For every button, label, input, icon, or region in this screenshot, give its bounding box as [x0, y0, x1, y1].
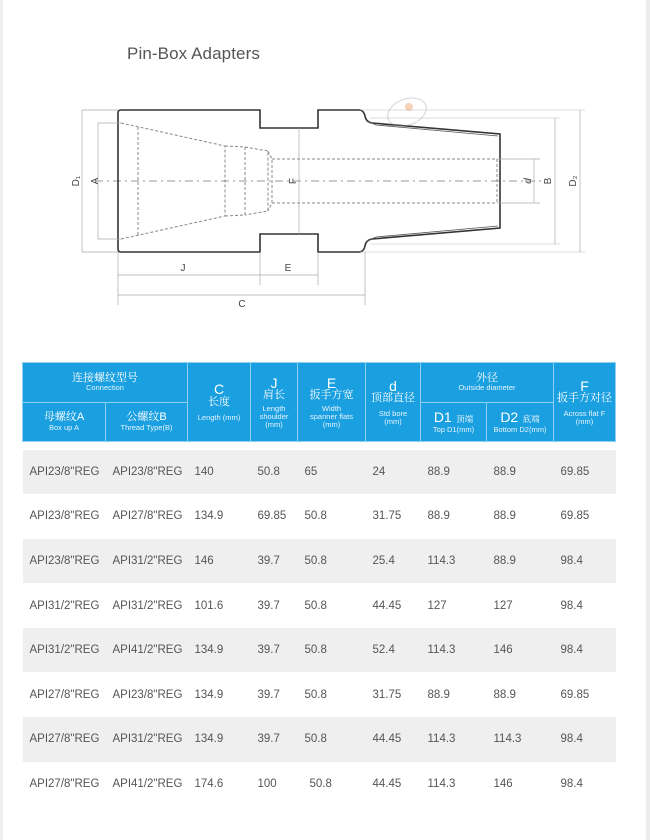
label-d: d: [523, 178, 534, 184]
cell-box-a: API27/8"REG: [23, 762, 106, 807]
cell-box-a: API23/8"REG: [23, 450, 106, 495]
table-row: [23, 762, 616, 807]
cell-c: 101.6: [188, 583, 251, 628]
label-E: E: [284, 263, 292, 274]
table-row: [23, 583, 616, 628]
table-row: [23, 539, 616, 584]
header-thread-b: 公螺纹B Thread Type(B): [106, 403, 188, 442]
cell-d1: 127: [421, 583, 487, 628]
cell-j: 50.8: [251, 450, 298, 495]
cell-thread-b: API31/2"REG: [106, 539, 188, 584]
table-row: [23, 494, 616, 539]
cell-f: 98.4: [554, 717, 616, 762]
cell-e: 50.8: [298, 583, 366, 628]
header-c: C 长度 Length (mm): [188, 363, 251, 442]
cell-d2: 88.9: [487, 450, 554, 495]
cell-d1: 114.3: [421, 628, 487, 673]
cell-d1: 88.9: [421, 672, 487, 717]
cell-e: 50.8: [298, 539, 366, 584]
cell-d2: 88.9: [487, 494, 554, 539]
cell-j: 39.7: [251, 628, 298, 673]
cell-thread-b: API31/2"REG: [106, 583, 188, 628]
label-D2: D₂: [568, 175, 579, 187]
table-row: [23, 717, 616, 762]
cell-d2: 88.9: [487, 539, 554, 584]
label-C: C: [238, 299, 246, 310]
cell-d: 44.45: [366, 717, 421, 762]
cell-d1: 88.9: [421, 450, 487, 495]
cell-thread-b: API27/8"REG: [106, 494, 188, 539]
cell-e: 50.8: [298, 762, 366, 807]
cell-box-a: API27/8"REG: [23, 717, 106, 762]
cell-j: 39.7: [251, 717, 298, 762]
cell-e: 50.8: [298, 494, 366, 539]
header-d2: D2 底端 Bottom D2(mm): [487, 403, 554, 442]
cell-c: 146: [188, 539, 251, 584]
cell-d2: 114.3: [487, 717, 554, 762]
cell-box-a: API23/8"REG: [23, 494, 106, 539]
cell-box-a: API23/8"REG: [23, 539, 106, 584]
cell-d1: 114.3: [421, 717, 487, 762]
cell-d2: 146: [487, 762, 554, 807]
cell-d: 31.75: [366, 672, 421, 717]
label-A: A: [90, 177, 101, 185]
cell-c: 134.9: [188, 717, 251, 762]
cell-d: 44.45: [366, 762, 421, 807]
cell-e: 50.8: [298, 672, 366, 717]
spec-table: [22, 362, 616, 806]
label-F: F: [288, 177, 299, 185]
cell-thread-b: API23/8"REG: [106, 450, 188, 495]
cell-d: 25.4: [366, 539, 421, 584]
pin-box-adapter-diagram: [0, 80, 650, 320]
cell-thread-b: API31/2"REG: [106, 717, 188, 762]
cell-j: 69.85: [251, 494, 298, 539]
cell-d1: 88.9: [421, 494, 487, 539]
table-row: [23, 628, 616, 673]
cell-f: 98.4: [554, 628, 616, 673]
cell-j: 39.7: [251, 583, 298, 628]
cell-c: 174.6: [188, 762, 251, 807]
cell-d: 24: [366, 450, 421, 495]
cell-j: 100: [251, 762, 298, 807]
cell-d: 52.4: [366, 628, 421, 673]
cell-box-a: API27/8"REG: [23, 672, 106, 717]
cell-c: 134.9: [188, 628, 251, 673]
cell-f: 69.85: [554, 450, 616, 495]
header-d: d 顶部直径 Std bore (mm): [366, 363, 421, 442]
header-outside-diameter: 外径 Outside diameter: [421, 363, 554, 403]
cell-j: 39.7: [251, 672, 298, 717]
table-row: [23, 450, 616, 495]
header-connection: 连接螺纹型号 Connection: [23, 363, 188, 403]
header-f: F 扳手方对径 Across flat F (mm): [554, 363, 616, 442]
cell-c: 140: [188, 450, 251, 495]
cell-thread-b: API41/2"REG: [106, 628, 188, 673]
cell-d: 31.75: [366, 494, 421, 539]
cell-box-a: API31/2"REG: [23, 583, 106, 628]
cell-f: 69.85: [554, 672, 616, 717]
cell-d2: 127: [487, 583, 554, 628]
cell-c: 134.9: [188, 672, 251, 717]
cell-c: 134.9: [188, 494, 251, 539]
cell-d2: 146: [487, 628, 554, 673]
cell-d: 44.45: [366, 583, 421, 628]
cell-f: 69.85: [554, 494, 616, 539]
cell-thread-b: API23/8"REG: [106, 672, 188, 717]
label-D1: D₁: [71, 175, 82, 187]
cell-f: 98.4: [554, 762, 616, 807]
table-row: [23, 672, 616, 717]
header-e: E 扳手方宽 Width spanner flats (mm): [298, 363, 366, 442]
cell-box-a: API31/2"REG: [23, 628, 106, 673]
cell-d2: 88.9: [487, 672, 554, 717]
cell-f: 98.4: [554, 583, 616, 628]
cell-d1: 114.3: [421, 539, 487, 584]
header-d1: D1 顶端 Top D1(mm): [421, 403, 487, 442]
cell-j: 39.7: [251, 539, 298, 584]
header-box-a: 母螺纹A Box up A: [23, 403, 106, 442]
page-title: Pin-Box Adapters: [127, 44, 260, 63]
label-B: B: [543, 177, 554, 185]
cell-d1: 114.3: [421, 762, 487, 807]
cell-e: 50.8: [298, 717, 366, 762]
cell-thread-b: API41/2"REG: [106, 762, 188, 807]
label-J: J: [180, 263, 186, 274]
header-j: J 肩长 Length shoulder (mm): [251, 363, 298, 442]
cell-f: 98.4: [554, 539, 616, 584]
cell-e: 50.8: [298, 628, 366, 673]
cell-e: 65: [298, 450, 366, 495]
